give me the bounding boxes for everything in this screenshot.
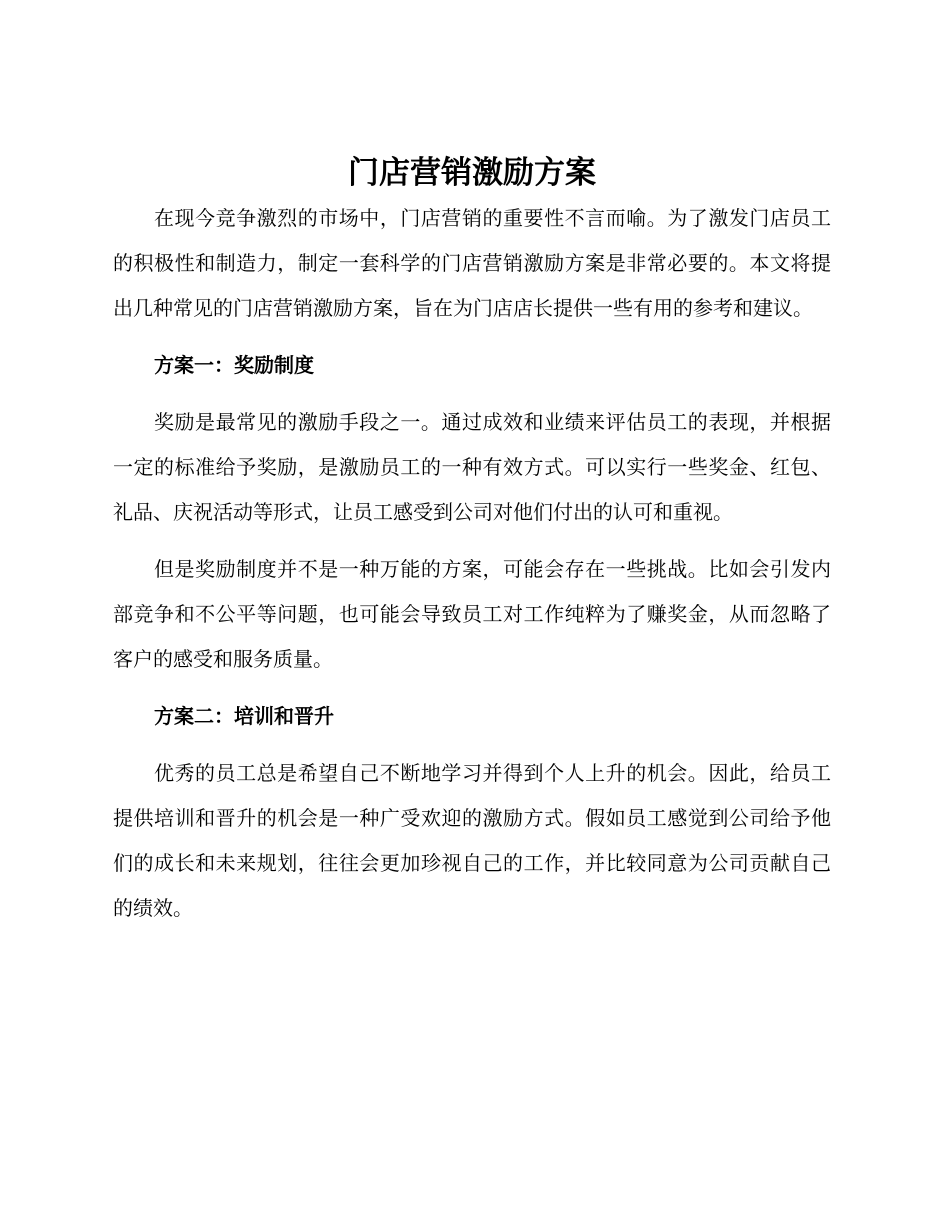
section-heading: 方案二：培训和晋升 — [154, 704, 334, 728]
intro-paragraph: 在现今竞争激烈的市场中，门店营销的重要性不言而喻。为了激发门店员工的积极性和制造力，制定一套科学的门店营销激励方案是非常必要的。本文将提出几种常见的门店营销激励方案，旨在为门店店长提供一些有用的参考和建议。 — [113, 206, 831, 320]
document-title: 门店营销激励方案 — [348, 155, 596, 191]
section-paragraph: 奖励是最常见的激励手段之一。通过成效和业绩来评估员工的表现，并根据一定的标准给予奖励，是激励员工的一种有效方式。可以实行一些奖金、红包、礼品、庆祝活动等形式，让员工感受到公司对他们付出的认可和重视。 — [113, 410, 831, 524]
section-heading: 方案一：奖励制度 — [154, 353, 314, 377]
section-paragraph: 优秀的员工总是希望自己不断地学习并得到个人上升的机会。因此，给员工提供培训和晋升的机会是一种广受欢迎的激励方式。假如员工感觉到公司给予他们的成长和未来规划，往往会更加珍视自己的工作，并比较同意为公司贡献自己的绩效。 — [113, 761, 831, 920]
section-training-promotion — [113, 694, 831, 931]
section-paragraph: 但是奖励制度并不是一种万能的方案，可能会存在一些挑战。比如会引发内部竞争和不公平等问题，也可能会导致员工对工作纯粹为了赚奖金，从而忽略了客户的感受和服务质量。 — [113, 557, 831, 671]
section-reward-system — [113, 343, 831, 682]
document-body — [113, 150, 831, 943]
